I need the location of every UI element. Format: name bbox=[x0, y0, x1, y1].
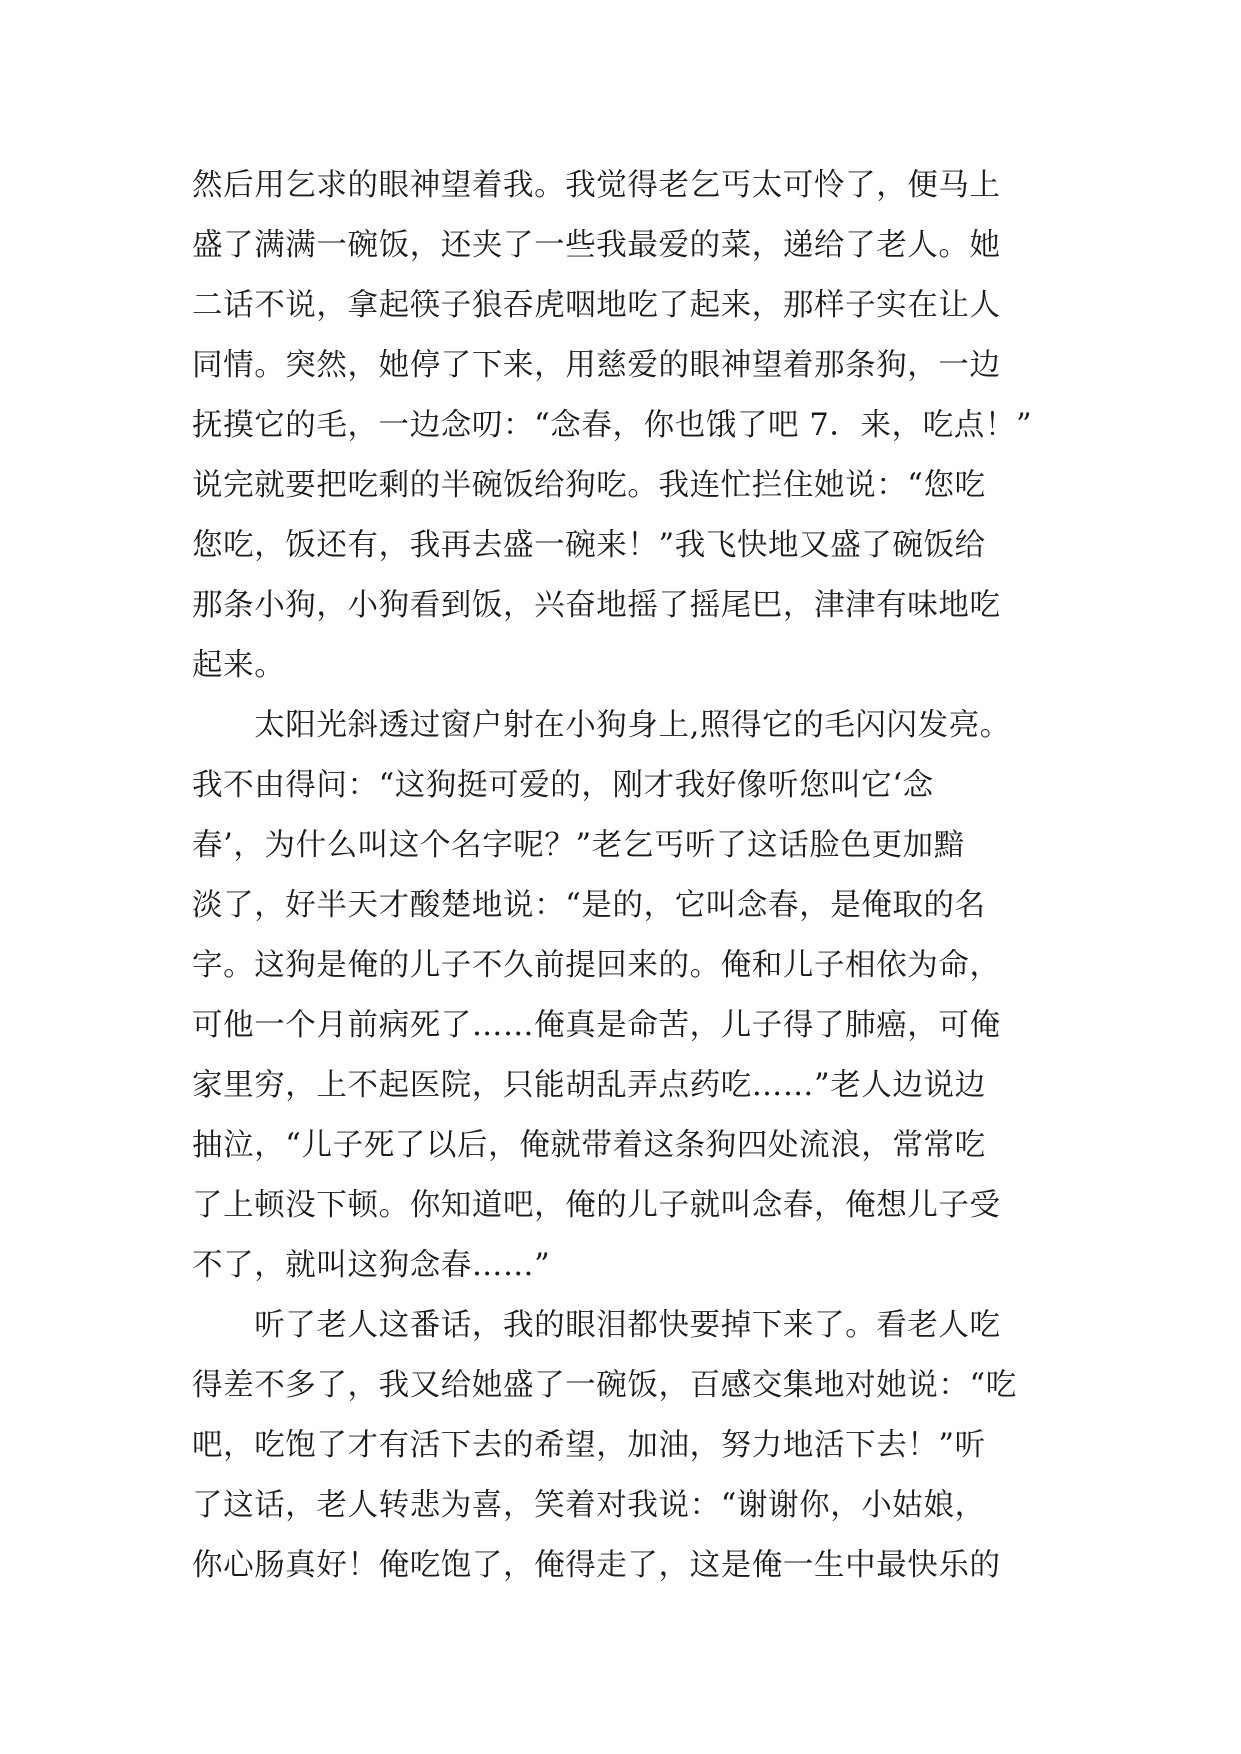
text-line: 了这话，老人转悲为喜，笑着对我说：“谢谢你，小姑娘， bbox=[192, 1488, 986, 1523]
text-line: 家里穷，上不起医院，只能胡乱弄点药吃……”老人边说边 bbox=[192, 1068, 986, 1103]
text-line: 听了老人这番话，我的眼泪都快要掉下来了。看老人吃 bbox=[192, 1308, 1001, 1343]
text-line: 吧，吃饱了才有活下去的希望，加油，努力地活下去！”听 bbox=[192, 1428, 986, 1463]
body-text bbox=[192, 156, 1064, 1596]
text-line: 抽泣，“儿子死了以后，俺就带着这条狗四处流浪，常常吃 bbox=[192, 1128, 986, 1163]
text-line: 同情。突然，她停了下来，用慈爱的眼神望着那条狗，一边 bbox=[192, 348, 1001, 383]
text-line: 春’，为什么叫这个名字呢？”老乞丐听了这话脸色更加黯 bbox=[192, 828, 965, 863]
text-line: 不了，就叫这狗念春……” bbox=[192, 1248, 551, 1283]
text-line: 我不由得问：“这狗挺可爱的，刚才我好像听您叫它‘念 bbox=[192, 768, 934, 803]
text-line: 那条小狗，小狗看到饭，兴奋地摇了摇尾巴，津津有味地吃 bbox=[192, 588, 1001, 623]
text-line: 可他一个月前病死了……俺真是命苦，儿子得了肺癌，可俺 bbox=[192, 1008, 1001, 1043]
text-line: 字。这狗是俺的儿子不久前提回来的。俺和儿子相依为命， bbox=[192, 948, 1001, 983]
text-line: 您吃，饭还有，我再去盛一碗来！”我飞快地又盛了碗饭给 bbox=[192, 528, 986, 563]
text-line: 得差不多了，我又给她盛了一碗饭，百感交集地对她说：“吃 bbox=[192, 1368, 1017, 1403]
text-line: 盛了满满一碗饭，还夹了一些我最爱的菜，递给了老人。她 bbox=[192, 228, 1001, 263]
text-line: 抚摸它的毛，一边念叨：“念春，你也饿了吧 7．来，吃点！” bbox=[192, 408, 1033, 443]
text-line: 说完就要把吃剩的半碗饭给狗吃。我连忙拦住她说：“您吃 bbox=[192, 468, 986, 503]
text-line: 淡了，好半天才酸楚地说：“是的，它叫念春，是俺取的名 bbox=[192, 888, 986, 923]
text-line: 了上顿没下顿。你知道吧，俺的儿子就叫念春，俺想儿子受 bbox=[192, 1188, 1001, 1223]
text-line: 然后用乞求的眼神望着我。我觉得老乞丐太可怜了，便马上 bbox=[192, 168, 1001, 203]
text-line: 你心肠真好！俺吃饱了，俺得走了，这是俺一生中最快乐的 bbox=[192, 1548, 1001, 1583]
text-line: 二话不说，拿起筷子狼吞虎咽地吃了起来，那样子实在让人 bbox=[192, 288, 1001, 323]
text-line: 太阳光斜透过窗户射在小狗身上,照得它的毛闪闪发亮。 bbox=[192, 708, 1011, 743]
text-line: 起来。 bbox=[192, 648, 286, 683]
